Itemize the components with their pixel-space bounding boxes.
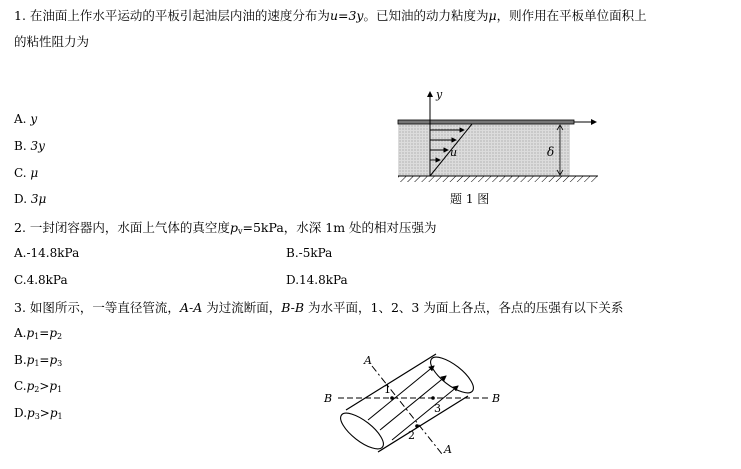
q3-stem: 3. 如图所示，一等直径管流，A-A 为过流断面，B-B 为水平面，1、2、3 为面上各点，各点的压强有以下关系 xyxy=(14,300,624,315)
q1-option-a[interactable]: A. y xyxy=(14,112,38,126)
q1-stem-line2: 的粘性阻力为 xyxy=(14,34,90,49)
point-3-label: 3 xyxy=(434,402,441,415)
ground-hatch xyxy=(398,176,598,182)
q3-figure xyxy=(320,346,510,466)
q2-option-b[interactable]: B.-5kPa xyxy=(286,246,333,260)
point-1-marker xyxy=(390,396,394,400)
q3-option-d[interactable]: $D.p_3>p_1$ xyxy=(14,406,63,421)
q3-option-b[interactable]: $B.p_1=p_3$ xyxy=(14,353,63,368)
q3-number: 3. xyxy=(14,300,26,315)
oil-layer xyxy=(398,123,570,176)
q2-option-c[interactable]: C.4.8kPa xyxy=(14,273,68,287)
q1-figure xyxy=(390,86,605,212)
q3-bb: B-B xyxy=(281,300,305,315)
point-3-marker xyxy=(431,396,435,400)
pipe-wall-lower xyxy=(378,396,468,452)
q1-number: 1. xyxy=(14,8,26,23)
figure-1-caption: 题 1 图 xyxy=(450,192,490,206)
q1-text-c: ，则作用在平板单位面积上 xyxy=(496,8,647,23)
q1-mu: μ xyxy=(488,8,497,23)
y-axis-label: y xyxy=(436,88,443,101)
q3-aa: A-A xyxy=(179,300,203,315)
q2-option-d[interactable]: D.14.8kPa xyxy=(286,273,348,287)
q1-velocity-formula: u=3y xyxy=(329,8,364,23)
point-2-marker xyxy=(415,424,419,428)
q2-number: 2. xyxy=(14,220,26,235)
q1-text-a: 在油面上作水平运动的平板引起油层内油的速度分布为 xyxy=(29,8,330,23)
q1-stem-line1 xyxy=(14,6,647,24)
label-a-top: A xyxy=(364,354,372,367)
label-b-right: B xyxy=(492,392,501,405)
q3-option-a[interactable]: $A.p_1=p_2$ xyxy=(14,326,63,341)
point-1-label: 1 xyxy=(384,383,391,396)
q2-pv: p xyxy=(229,220,238,235)
label-b-left: B xyxy=(324,392,333,405)
pipe-end-bottom xyxy=(335,407,388,455)
q1-option-b[interactable]: B. 3y xyxy=(14,139,45,153)
q1-option-c[interactable]: C. μ xyxy=(14,166,39,180)
streamline-3 xyxy=(392,386,458,440)
label-a-bottom: A xyxy=(444,443,452,456)
point-2-label: 2 xyxy=(408,429,415,442)
q2-option-a[interactable]: A.-14.8kPa xyxy=(14,246,80,260)
q1-option-d[interactable]: D. 3μ xyxy=(14,192,47,206)
delta-label: δ xyxy=(547,145,555,159)
q2-stem: 2. 一封闭容器内，水面上气体的真空度$p_v=5kPa$，水深 1m 处的相对压强为 xyxy=(14,220,437,236)
q3-option-c[interactable]: $C.p_2>p_1$ xyxy=(14,379,63,394)
u-label: u xyxy=(450,146,458,159)
pipe-end-top xyxy=(425,351,478,399)
q1-text-b: 。已知油的动力粘度为 xyxy=(363,8,489,23)
plate xyxy=(398,120,574,124)
